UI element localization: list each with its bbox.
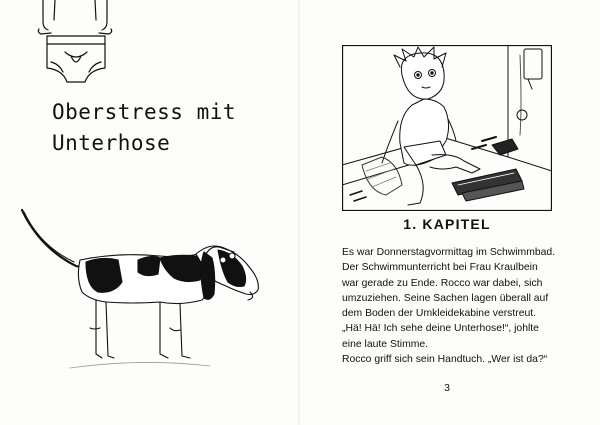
- text-line-3: war gerade zu Ende. Rocco war dabei, sich: [342, 277, 543, 289]
- title-line-1: Oberstress mit: [52, 100, 237, 124]
- chapter-title: [52, 97, 282, 159]
- page-number: 3: [444, 382, 450, 394]
- text-line-6: „Hä! Hä! Ich sehe deine Unterhose!“, johlte: [342, 323, 539, 335]
- underpants-illustration: [25, 0, 135, 90]
- dog-illustration: [10, 208, 272, 373]
- chapter-heading: 1. KAPITEL: [403, 216, 491, 232]
- text-line-7: eine laute Stimme.: [342, 338, 429, 350]
- title-line-2: Unterhose: [52, 131, 171, 155]
- text-line-4: umzuziehen. Seine Sachen lagen überall auf: [342, 292, 549, 304]
- text-line-2: Der Schwimmunterricht bei Frau Kraulbein: [342, 262, 538, 274]
- chapter-body-text: [342, 245, 562, 367]
- changing-room-illustration: [342, 45, 552, 211]
- text-line-8: Rocco griff sich sein Handtuch. „Wer ist da?“: [342, 354, 548, 366]
- text-line-5: dem Boden der Umkleidekabine verstreut.: [342, 308, 537, 320]
- text-line-1: Es war Donnerstagvormittag im Schwimmbad.: [342, 247, 556, 258]
